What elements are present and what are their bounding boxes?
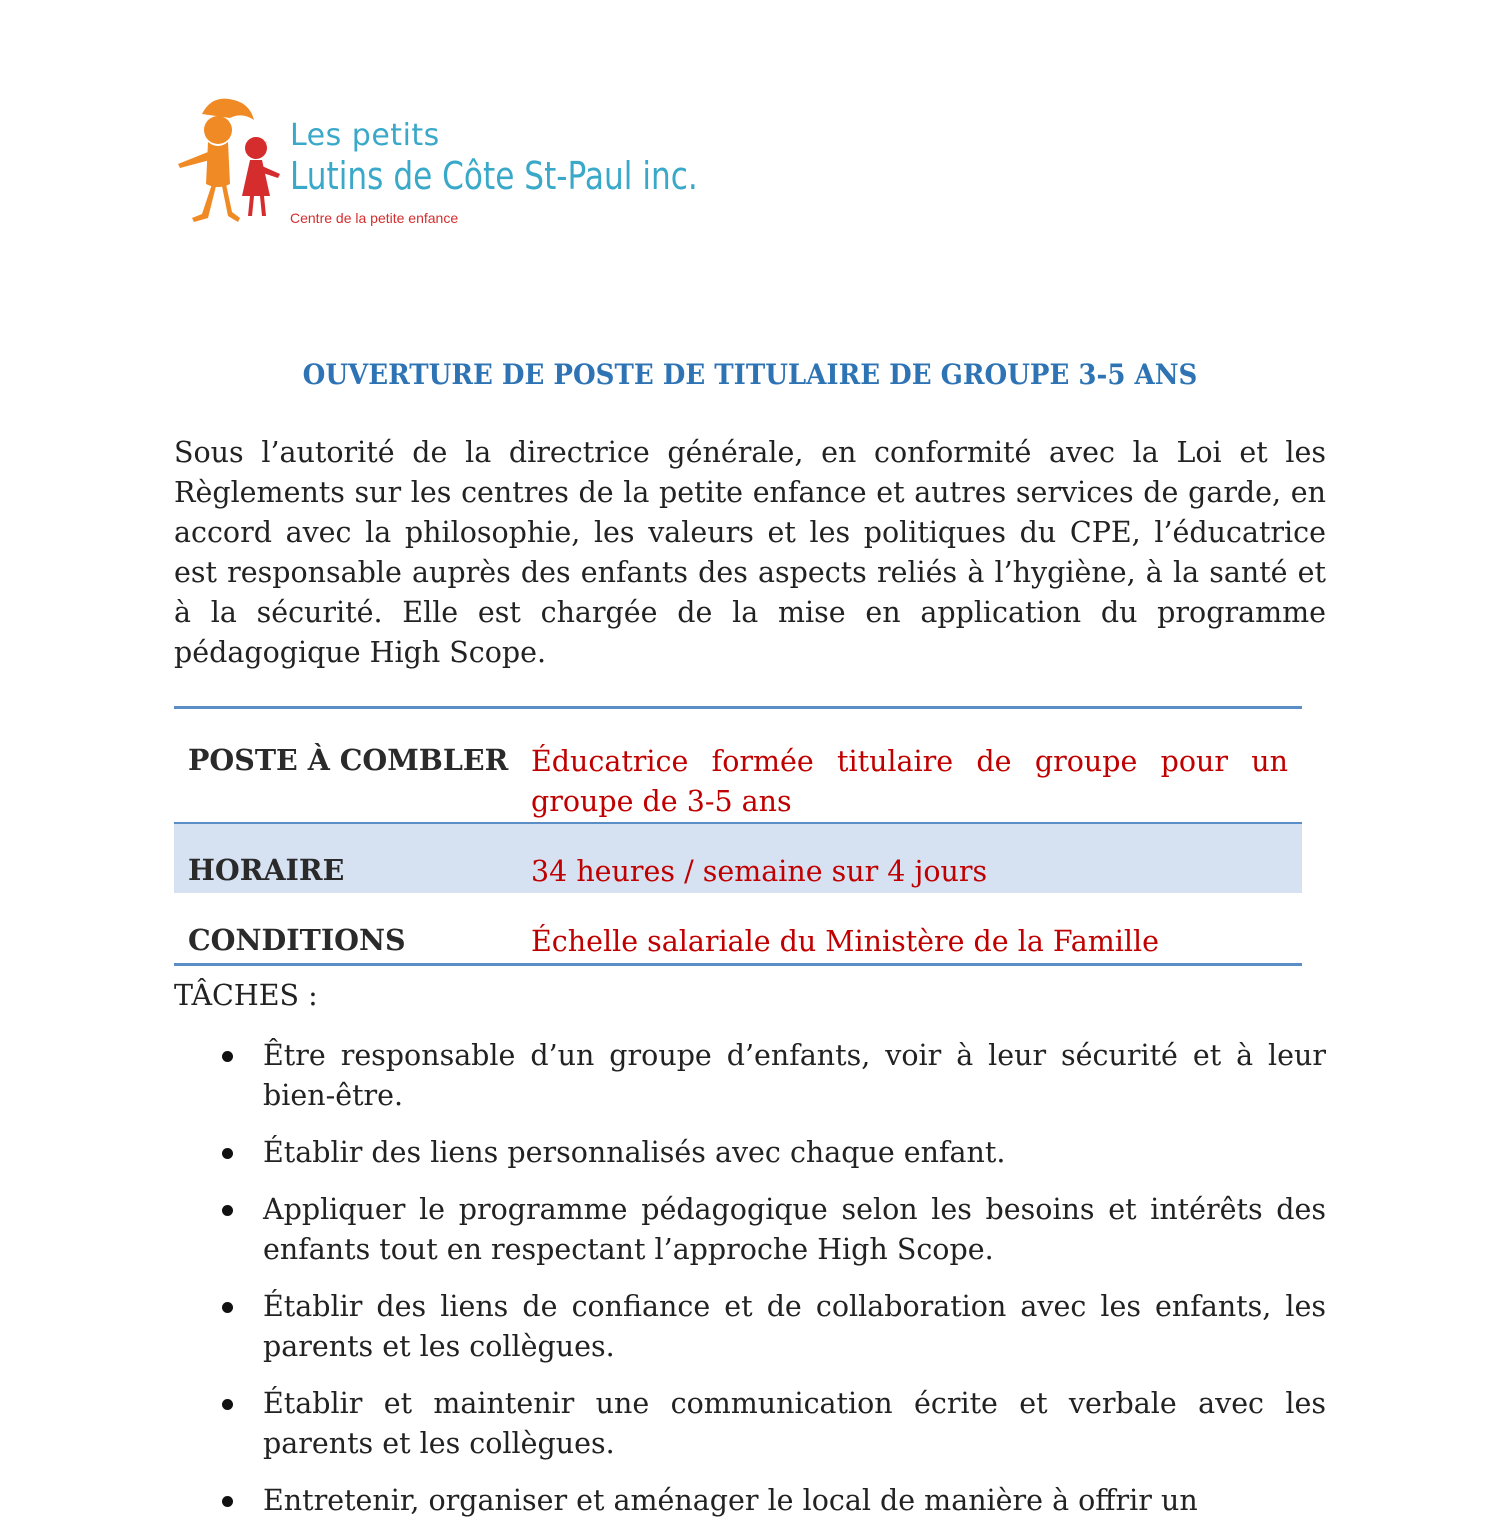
task-text: Établir des liens personnalisés avec chaque enfant. — [263, 1136, 1006, 1169]
bullet-icon — [222, 1051, 233, 1062]
row-value: Éducatrice formée titulaire de groupe pour un groupe de 3-5 ans — [531, 745, 1288, 818]
intro-paragraph: Sous l’autorité de la directrice générale, en conformité avec la Loi et les Règlements sur les centres de la petite enfance et autres services de garde, en accord avec la philosophie, les valeurs et les politiques du CPE, l’éducatrice est responsable auprès des enfants des aspects reliés à l’hygiène, à la santé et à la sécurité. Elle est chargée de la mise en application du programme pédagogique High Scope. — [174, 436, 1326, 669]
logo-tagline: Centre de la petite enfance — [290, 210, 459, 226]
row-value: 34 heures / semaine sur 4 jours — [531, 855, 988, 888]
row-label: HORAIRE — [188, 853, 345, 887]
task-text: Établir et maintenir une communication écrite et verbale avec les parents et les collègues. — [263, 1387, 1326, 1460]
list-item — [174, 1036, 1326, 1116]
bullet-icon — [222, 1496, 233, 1507]
table-row — [174, 824, 1302, 893]
organization-logo — [172, 92, 698, 232]
task-text: Entretenir, organiser et aménager le local de manière à offrir un — [263, 1484, 1198, 1517]
task-text: Établir des liens de confiance et de collaboration avec les enfants, les parents et les collègues. — [263, 1290, 1326, 1363]
bullet-icon — [222, 1205, 233, 1216]
task-text: Être responsable d’un groupe d’enfants, voir à leur sécurité et à leur bien-être. — [263, 1039, 1326, 1112]
tasks-list — [174, 1036, 1326, 1538]
logo-line-1: Les petits — [290, 118, 440, 153]
job-info-table — [174, 706, 1302, 966]
task-text: Appliquer le programme pédagogique selon les besoins et intérêts des enfants tout en respectant l’approche High Scope. — [263, 1193, 1326, 1266]
bullet-icon — [222, 1399, 233, 1410]
table-row — [174, 709, 1302, 824]
list-item — [174, 1287, 1326, 1367]
tasks-heading: TÂCHES : — [174, 979, 318, 1012]
row-value: Échelle salariale du Ministère de la Famille — [531, 925, 1159, 958]
page-title: OUVERTURE DE POSTE DE TITULAIRE DE GROUPE 3-5 ANS — [302, 358, 1198, 391]
logo-line-2: Lutins de Côte St-Paul inc. — [290, 154, 698, 198]
list-item — [174, 1384, 1326, 1464]
row-label: POSTE À COMBLER — [188, 743, 509, 777]
bullet-icon — [222, 1302, 233, 1313]
elves-logo-icon — [172, 92, 292, 232]
row-label: CONDITIONS — [188, 923, 406, 957]
list-item — [174, 1481, 1326, 1521]
table-row — [174, 893, 1302, 963]
list-item — [174, 1190, 1326, 1270]
list-item — [174, 1133, 1326, 1173]
bullet-icon — [222, 1148, 233, 1159]
